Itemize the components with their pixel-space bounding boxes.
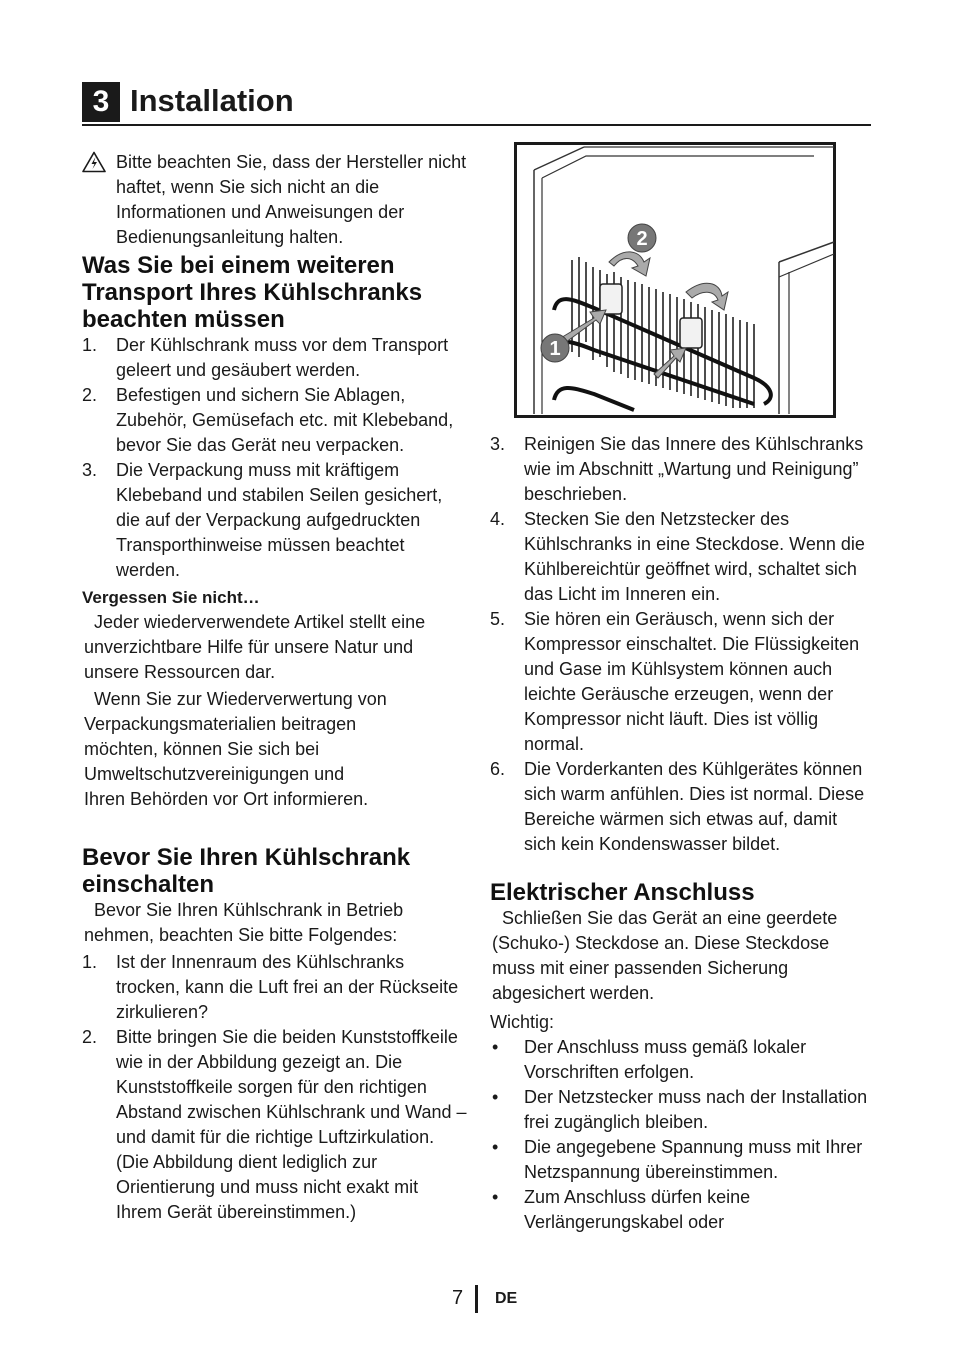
before-heading: Bevor Sie Ihren Kühlschrank einschalten: [82, 844, 411, 898]
list-item: [490, 432, 872, 507]
transport-heading: Was Sie bei einem weiteren Transport Ihres Kühlschranks beachten müssen: [82, 252, 423, 333]
list-item-number: 1.: [82, 952, 98, 972]
list-item-text: Die Verpackung muss mit kräftigem Klebeband und stabilen Seilen gesichert, die auf der Verpackung aufgedruckten Transporthinweise müssen beachtet werden.: [116, 460, 443, 580]
list-item: [82, 1025, 467, 1225]
warning-note: [82, 150, 467, 250]
list-item: [490, 757, 872, 857]
left-column: [82, 150, 467, 1225]
list-item-number: 6.: [490, 759, 506, 779]
transport-subheading: Vergessen Sie nicht…: [82, 588, 260, 607]
bullet-item: [490, 1135, 872, 1185]
bullet-text: Die angegebene Spannung muss mit Ihrer Netzspannung übereinstimmen.: [524, 1137, 863, 1182]
electric-bullets: [490, 1035, 872, 1235]
bullet-symbol: •: [492, 1187, 499, 1207]
list-item: [82, 383, 467, 458]
list-item: [490, 507, 872, 607]
list-item-number: 1.: [82, 335, 98, 355]
list-item-text: Sie hören ein Geräusch, wenn sich der Kompressor einschaltet. Die Flüssigkeiten und Gase im Kühlsystem können auch leichte Geräusche erzeugen, wenn der Kompressor nicht läuft. Dies ist völlig normal.: [524, 609, 860, 754]
section-number: 3: [82, 82, 120, 122]
list-item: [82, 950, 467, 1025]
footer-divider: [475, 1285, 478, 1313]
bullet-text: Zum Anschluss dürfen keine Verlängerungskabel oder: [524, 1187, 751, 1232]
svg-text:1: 1: [549, 338, 561, 360]
electric-intro: Schließen Sie das Gerät an eine geerdete (Schuko-) Steckdose an. Diese Steckdose muss mit einer passenden Sicherung abgesichert werden.: [492, 908, 838, 1003]
transport-paragraph-1: Jeder wiederverwendete Artikel stellt eine unverzichtbare Hilfe für unsere Natur und unsere Ressourcen dar.: [84, 612, 426, 682]
electric-important: Wichtig:: [490, 1012, 555, 1032]
list-item-text: Bitte bringen Sie die beiden Kunststoffkeile wie in der Abbildung gezeigt an. Die Kunststoffkeile sorgen für den richtigen Abstand zwischen Kühlschrank und Wand – und damit für die richtige Luftzirkulation. (Die Abbildung dient lediglich zur Orientierung und muss nicht exakt mit Ihrem Gerät übereinstimmen.): [116, 1027, 467, 1222]
list-item-number: 4.: [490, 509, 506, 529]
list-item-number: 3.: [82, 460, 98, 480]
list-item-text: Ist der Innenraum des Kühlschranks trocken, kann die Luft frei an der Rückseite zirkulieren?: [116, 952, 459, 1022]
before-intro: Bevor Sie Ihren Kühlschrank in Betrieb nehmen, beachten Sie bitte Folgendes:: [84, 900, 404, 945]
bullet-item: [490, 1085, 872, 1135]
list-item: [490, 607, 872, 757]
bullet-item: [490, 1035, 872, 1085]
before-list-right: [490, 432, 872, 857]
bullet-symbol: •: [492, 1037, 499, 1057]
bullet-text: Der Netzstecker muss nach der Installation frei zugänglich bleiben.: [524, 1087, 868, 1132]
list-item-text: Reinigen Sie das Innere des Kühlschranks wie im Abschnitt „Wartung und Reinigung” beschrieben.: [524, 434, 864, 504]
section-header: [82, 80, 871, 126]
transport-list: [82, 333, 467, 583]
right-column: [490, 432, 872, 1235]
transport-paragraph-2: Wenn Sie zur Wiederverwertung von Verpackungsmaterialien beitragen möchten, können Sie sich bei Umweltschutzvereinigungen und Ihren Behörden vor Ort informieren.: [84, 689, 387, 809]
bullet-text: Der Anschluss muss gemäß lokaler Vorschriften erfolgen.: [524, 1037, 807, 1082]
list-item-number: 2.: [82, 1027, 98, 1047]
list-item-number: 2.: [82, 385, 98, 405]
figure-label-2: [628, 224, 656, 252]
before-list-left: [82, 950, 467, 1225]
page-number: 7: [452, 1287, 464, 1309]
list-item-text: Befestigen und sichern Sie Ablagen, Zubehör, Gemüsefach etc. mit Klebeband, bevor Sie das Gerät neu verpacken.: [116, 385, 454, 455]
svg-text:2: 2: [636, 228, 648, 250]
installation-figure: [514, 142, 836, 418]
bullet-symbol: •: [492, 1087, 499, 1107]
list-item-text: Stecken Sie den Netzstecker des Kühlschranks in eine Steckdose. Wenn die Kühlbereichtür geöffnet wird, schaltet sich das Licht im Inneren ein.: [524, 509, 865, 604]
section-title: Installation: [130, 83, 294, 118]
language-code: DE: [495, 1290, 518, 1307]
list-item-number: 5.: [490, 609, 506, 629]
bullet-symbol: •: [492, 1137, 499, 1157]
list-item-text: Der Kühlschrank muss vor dem Transport geleert und gesäubert werden.: [116, 335, 449, 380]
figure-label-1: [541, 334, 569, 362]
warning-text: Bitte beachten Sie, dass der Hersteller nicht haftet, wenn Sie sich nicht an die Informationen und Anweisungen der Bedienungsanleitung halten.: [116, 152, 467, 247]
list-item: [82, 333, 467, 383]
list-item: [82, 458, 467, 583]
list-item-number: 3.: [490, 434, 506, 454]
list-item-text: Die Vorderkanten des Kühlgerätes können sich warm anfühlen. Dies ist normal. Diese Bereiche wärmen sich etwas auf, damit sich kein Kondenswasser bildet.: [524, 759, 865, 854]
warning-triangle-icon: [82, 151, 106, 173]
electric-heading: Elektrischer Anschluss: [490, 879, 755, 906]
bullet-item: [490, 1185, 872, 1235]
